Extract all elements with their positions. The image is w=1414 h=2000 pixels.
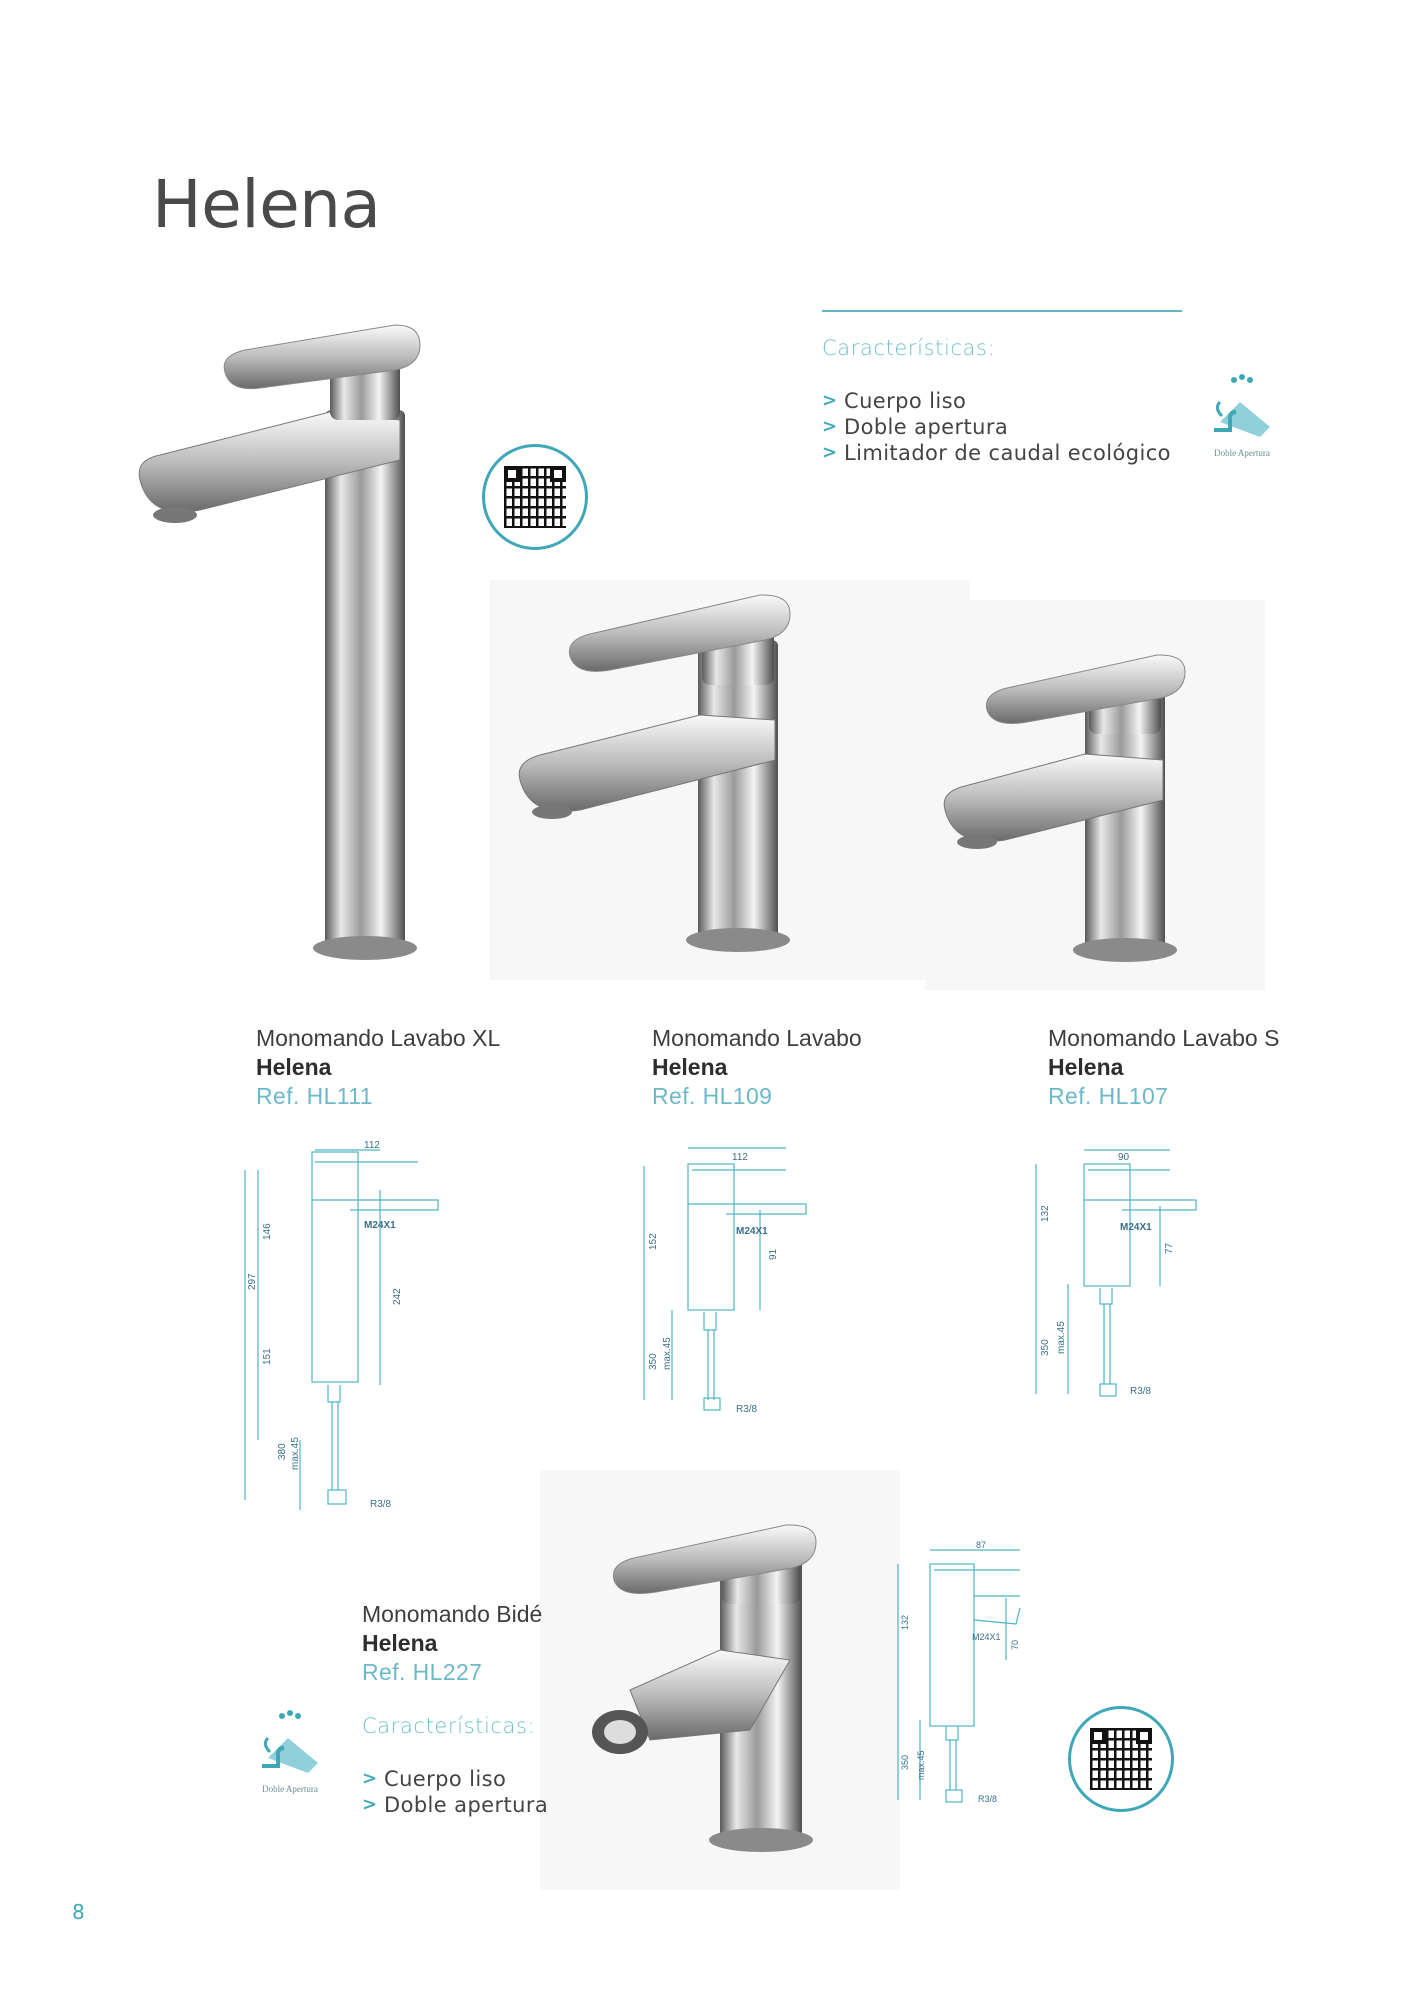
- bidet-faucet-photo: [590, 1520, 830, 1860]
- dim-label: M24X1: [972, 1632, 1001, 1642]
- product-brand: Helena: [362, 1630, 438, 1656]
- faucet-small-photo: [935, 650, 1215, 980]
- icon-caption: Doble Apertura: [262, 1784, 318, 1794]
- dim-label: max.45: [1056, 1321, 1067, 1354]
- dim-label: 152: [648, 1233, 659, 1250]
- bidet-features-list: [362, 1766, 548, 1818]
- qr-code[interactable]: [482, 444, 588, 550]
- product-name: Monomando Lavabo: [652, 1025, 862, 1051]
- product-name: Monomando Bidé: [362, 1601, 543, 1627]
- dim-label: 380: [277, 1443, 288, 1460]
- chevron-right-icon: >: [822, 442, 838, 463]
- product-brand: Helena: [652, 1054, 728, 1080]
- feature-item: > Doble apertura: [362, 1793, 549, 1817]
- faucet-xl-photo: [130, 320, 450, 970]
- product-ref: Ref. HL227: [362, 1659, 483, 1685]
- feature-item: > Cuerpo liso: [822, 389, 967, 413]
- product-ref: Ref. HL107: [1048, 1083, 1169, 1109]
- dim-label: 87: [976, 1540, 987, 1550]
- product-name: Monomando Lavabo XL: [256, 1025, 501, 1051]
- tech-drawing-hl227: [890, 1540, 1040, 1812]
- bidet-features-title: Características:: [362, 1714, 536, 1738]
- product-ref: Ref. HL109: [652, 1083, 773, 1109]
- chevron-right-icon: >: [822, 416, 838, 437]
- tech-drawing-hl111: [240, 1140, 460, 1520]
- feature-item: > Cuerpo liso: [362, 1767, 507, 1791]
- product-brand: Helena: [256, 1054, 332, 1080]
- dim-label: 350: [900, 1754, 910, 1770]
- feature-item: > Doble apertura: [822, 415, 1009, 439]
- double-opening-badge: [248, 1708, 332, 1794]
- qr-code-icon: [504, 466, 566, 528]
- dim-label: 70: [1010, 1639, 1020, 1650]
- tech-drawing-hl107: [1030, 1144, 1210, 1414]
- dim-label: R3/8: [978, 1794, 998, 1804]
- dim-label: 132: [1040, 1205, 1051, 1222]
- product-label-hl109: [652, 1024, 862, 1111]
- dim-label: 146: [262, 1223, 273, 1240]
- dim-label: 132: [900, 1614, 910, 1630]
- features-divider: [822, 310, 1182, 312]
- dim-label: max.45: [662, 1337, 673, 1370]
- product-ref: Ref. HL111: [256, 1083, 373, 1109]
- double-opening-icon: [248, 1708, 332, 1780]
- dim-label: R3/8: [1130, 1386, 1152, 1397]
- product-label-hl227: [362, 1600, 542, 1687]
- dim-label: M24X1: [736, 1226, 768, 1237]
- features-title: Características:: [822, 336, 996, 360]
- dim-label: 91: [768, 1248, 779, 1260]
- qr-code[interactable]: [1068, 1706, 1174, 1812]
- faucet-standard-photo: [510, 590, 810, 970]
- product-label-hl107: [1048, 1024, 1279, 1111]
- feature-item: > Limitador de caudal ecológico: [822, 441, 1171, 465]
- product-label-hl111: [256, 1024, 500, 1111]
- page-number: 8: [72, 1900, 85, 1924]
- dim-label: M24X1: [1120, 1222, 1152, 1233]
- chevron-right-icon: >: [362, 1794, 378, 1815]
- page-title: Helena: [152, 166, 381, 243]
- features-list: [822, 388, 1171, 466]
- dim-label: 77: [1164, 1242, 1175, 1254]
- dim-label: 112: [364, 1140, 380, 1151]
- tech-drawing-hl109: [636, 1140, 836, 1420]
- dim-label: R3/8: [370, 1499, 392, 1510]
- icon-caption: Doble Apertura: [1214, 448, 1270, 458]
- dim-label: 112: [732, 1152, 748, 1163]
- qr-code-icon: [1090, 1728, 1152, 1790]
- product-name: Monomando Lavabo S: [1048, 1025, 1280, 1051]
- product-brand: Helena: [1048, 1054, 1124, 1080]
- chevron-right-icon: >: [822, 390, 838, 411]
- dim-label: max.45: [290, 1437, 301, 1470]
- dim-label: max.45: [916, 1750, 926, 1780]
- dim-label: 242: [392, 1288, 403, 1305]
- dim-label: 151: [262, 1348, 273, 1365]
- double-opening-badge: [1200, 372, 1284, 458]
- double-opening-icon: [1200, 372, 1284, 444]
- dim-label: 297: [247, 1273, 258, 1290]
- dim-label: M24X1: [364, 1220, 396, 1231]
- dim-label: 90: [1118, 1152, 1130, 1163]
- chevron-right-icon: >: [362, 1768, 378, 1789]
- dim-label: R3/8: [736, 1404, 758, 1415]
- dim-label: 350: [1040, 1339, 1051, 1356]
- dim-label: 350: [648, 1353, 659, 1370]
